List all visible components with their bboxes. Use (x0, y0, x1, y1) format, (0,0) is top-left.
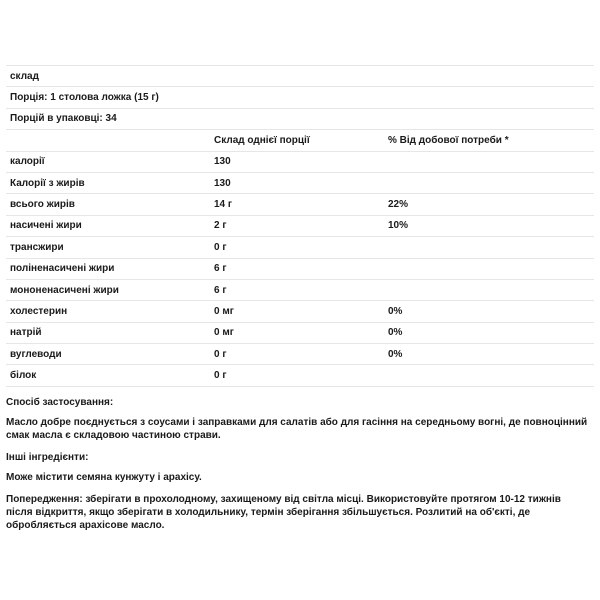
nutrient-daily-value (384, 237, 594, 258)
nutrient-amount: 0 г (210, 344, 384, 365)
nutrient-daily-value: 0% (384, 301, 594, 322)
table-row (6, 322, 594, 343)
nutrient-name: вуглеводи (6, 344, 210, 365)
table-row (6, 237, 594, 258)
nutrient-amount: 6 г (210, 258, 384, 279)
nutrient-amount: 0 г (210, 237, 384, 258)
table-row (6, 301, 594, 322)
table-row (6, 151, 594, 172)
table-row (6, 215, 594, 236)
nutrient-name: трансжири (6, 237, 210, 258)
nutrient-daily-value (384, 365, 594, 386)
nutrient-daily-value: 0% (384, 322, 594, 343)
table-row (6, 365, 594, 386)
nutrient-name: калорії (6, 151, 210, 172)
nutrient-daily-value (384, 172, 594, 193)
nutrient-daily-value (384, 151, 594, 172)
table-title-row (6, 66, 594, 87)
nutrient-daily-value (384, 258, 594, 279)
nutrient-amount: 0 г (210, 365, 384, 386)
table-row (6, 344, 594, 365)
nutrient-name: білок (6, 365, 210, 386)
nutrient-name: всього жирів (6, 194, 210, 215)
ingredients-text: Може містити семяна кунжуту і арахісу. (6, 472, 202, 483)
nutrient-amount: 0 мг (210, 322, 384, 343)
servings-per-pack: Порцій в упаковці: 34 (6, 108, 594, 129)
table-row (6, 279, 594, 300)
header-per-serving: Склад однієї порції (210, 130, 384, 151)
nutrient-daily-value: 0% (384, 344, 594, 365)
nutrient-name: мононенасичені жири (6, 279, 210, 300)
table-row (6, 194, 594, 215)
table-title: склад (6, 66, 594, 87)
nutrient-name: натрій (6, 322, 210, 343)
nutrient-amount: 0 мг (210, 301, 384, 322)
nutrient-name: холестерин (6, 301, 210, 322)
table-row (6, 258, 594, 279)
nutrient-amount: 14 г (210, 194, 384, 215)
nutrient-daily-value: 10% (384, 215, 594, 236)
nutrient-name: Калорії з жирів (6, 172, 210, 193)
table-row (6, 172, 594, 193)
header-nutrient (6, 130, 210, 151)
table-header-row (6, 130, 594, 151)
nutrient-name: насичені жири (6, 215, 210, 236)
serving-size-row (6, 87, 594, 108)
nutrient-name: поліненасичені жири (6, 258, 210, 279)
nutrient-amount: 6 г (210, 279, 384, 300)
nutrient-amount: 2 г (210, 215, 384, 236)
nutrient-daily-value (384, 279, 594, 300)
nutrient-daily-value: 22% (384, 194, 594, 215)
servings-per-pack-row (6, 108, 594, 129)
product-notes (6, 396, 590, 541)
usage-text: Масло добре поєднується з соусами і заправками для салатів або для гасіння на середньому вогні, де повноцінний смак масла є складовою частиною страви. (6, 417, 588, 441)
nutrition-facts-table (6, 65, 594, 387)
ingredients-label: Інші інгредієнти: (6, 452, 89, 463)
nutrient-amount: 130 (210, 151, 384, 172)
serving-size: Порція: 1 столова ложка (15 г) (6, 87, 594, 108)
warning-text: Попередження: зберігати в прохолодному, захищеному від світла місці. Використовуйте протягом 10-12 тижнів після відкриття, якщо зберігати в холодильнику, термін зберігання збільшується. Розлитий на об'єкті, де обробляється арахісове масло. (6, 494, 561, 531)
nutrient-amount: 130 (210, 172, 384, 193)
usage-label: Спосіб застосування: (6, 397, 114, 408)
header-daily-value: % Від добової потреби * (384, 130, 594, 151)
